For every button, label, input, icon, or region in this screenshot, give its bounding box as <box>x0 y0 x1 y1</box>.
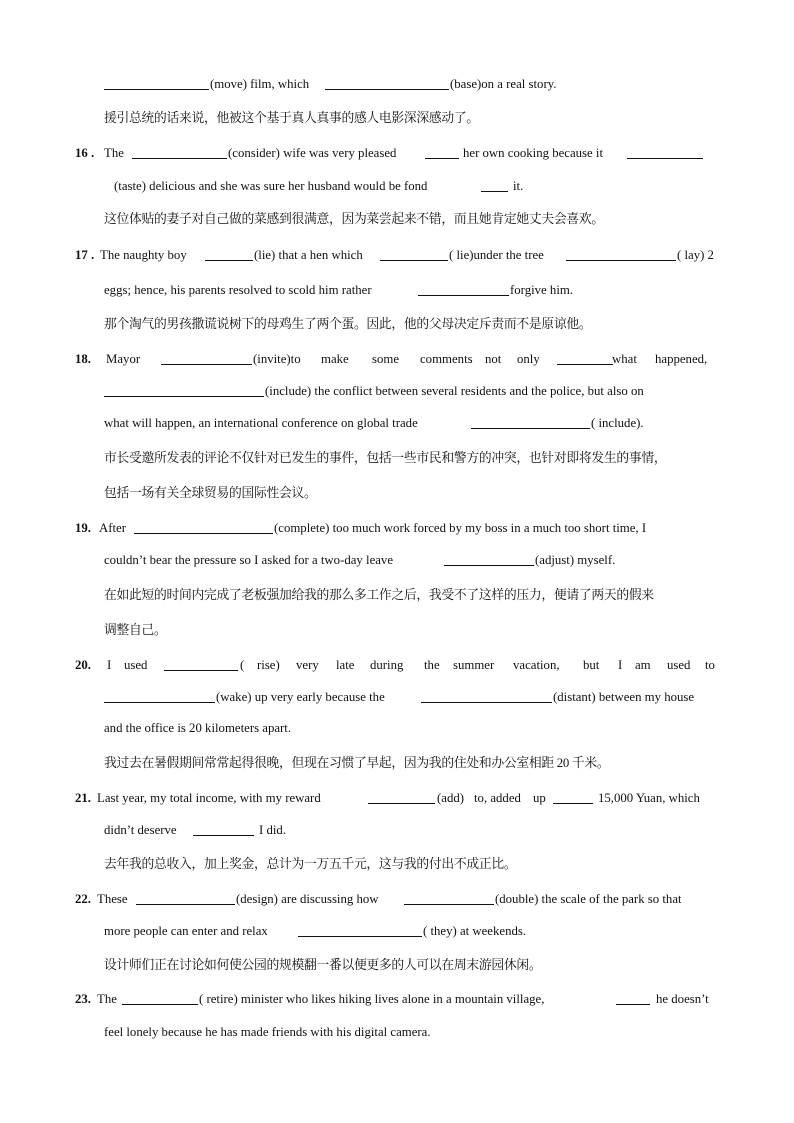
question-text: vacation, <box>513 658 560 672</box>
answer-blank[interactable] <box>122 1004 198 1005</box>
question-18-line-3 <box>0 411 794 435</box>
question-21-line-1 <box>0 786 794 810</box>
question-18-translation-2 <box>0 481 794 505</box>
question-19-line-2 <box>0 548 794 572</box>
question-text: ( lay) 2 <box>677 248 714 262</box>
question-15-translation <box>0 106 794 130</box>
answer-blank[interactable] <box>325 89 449 90</box>
answer-blank[interactable] <box>205 260 253 261</box>
question-text: what will happen, an international conference on global trade <box>104 416 418 430</box>
answer-blank[interactable] <box>298 936 422 937</box>
answer-blank[interactable] <box>164 670 238 671</box>
answer-blank[interactable] <box>104 396 264 397</box>
question-text: (design) are discussing how <box>236 892 379 906</box>
translation-text: 我过去在暑假期间常常起得很晚，但现在习惯了早起，因为我的住处和办公室相距 20 千米。 <box>104 756 610 770</box>
translation-text: 在如此短的时间内完成了老板强加给我的那么多工作之后，我受不了这样的压力，便请了两天的假来 <box>104 588 654 602</box>
question-text: very <box>296 658 319 672</box>
question-16-line-2 <box>0 174 794 198</box>
question-text: the <box>424 658 440 672</box>
question-text: ( include). <box>591 416 644 430</box>
question-text: ( they) at weekends. <box>423 924 527 938</box>
question-text: he doesn’t <box>656 992 709 1006</box>
question-19-translation-2 <box>0 618 794 642</box>
question-text: and the office is 20 kilometers apart. <box>104 721 292 735</box>
answer-blank[interactable] <box>404 904 494 905</box>
translation-text: 调整自己。 <box>104 623 167 637</box>
question-text: Mayor <box>106 352 141 366</box>
question-text: make <box>321 352 349 366</box>
question-text: I <box>618 658 623 672</box>
question-text: After <box>99 521 126 535</box>
question-text: (add) <box>437 791 464 805</box>
question-text: didn’t deserve <box>104 823 177 837</box>
answer-blank[interactable] <box>104 89 209 90</box>
question-text: (base)on a real story. <box>450 77 557 91</box>
answer-blank[interactable] <box>481 191 508 192</box>
answer-blank[interactable] <box>627 158 703 159</box>
answer-blank[interactable] <box>421 702 552 703</box>
question-text: The <box>97 992 117 1006</box>
answer-blank[interactable] <box>566 260 676 261</box>
question-text: used <box>124 658 148 672</box>
question-18-line-2 <box>0 379 794 403</box>
question-text: happened, <box>655 352 708 366</box>
question-text: Last year, my total income, with my reward <box>97 791 321 805</box>
question-17-line-1 <box>0 243 794 267</box>
question-text: ( retire) minister who likes hiking lives alone in a mountain village, <box>199 992 545 1006</box>
question-text: used <box>667 658 691 672</box>
question-19-line-1 <box>0 516 794 540</box>
question-text: (double) the scale of the park so that <box>495 892 682 906</box>
question-text: am <box>635 658 651 672</box>
question-text: comments <box>420 352 473 366</box>
question-text: to, added <box>474 791 521 805</box>
question-text: what <box>612 352 637 366</box>
question-number: 23. <box>75 992 91 1006</box>
answer-blank[interactable] <box>553 803 593 804</box>
question-text: it. <box>513 179 524 193</box>
translation-text: 那个淘气的男孩撒谎说树下的母鸡生了两个蛋。因此，他的父母决定斥责而不是原谅他。 <box>104 317 592 331</box>
question-number: 22. <box>75 892 91 906</box>
question-text: to <box>705 658 715 672</box>
question-22-line-1 <box>0 887 794 911</box>
answer-blank[interactable] <box>161 364 252 365</box>
question-number: 19. <box>75 521 91 535</box>
question-text: ( <box>240 658 245 672</box>
question-text: rise) <box>257 658 280 672</box>
question-20-line-1 <box>0 653 794 677</box>
question-text: feel lonely because he has made friends with his digital camera. <box>104 1025 431 1039</box>
question-16-translation <box>0 207 794 231</box>
answer-blank[interactable] <box>471 428 590 429</box>
answer-blank[interactable] <box>134 533 273 534</box>
question-text: some <box>372 352 400 366</box>
translation-text: 市长受邀所发表的评论不仅针对已发生的事件，包括一些市民和警方的冲突，也针对即将发生的事情， <box>104 451 667 465</box>
question-15-line-1 <box>0 72 794 96</box>
answer-blank[interactable] <box>193 835 254 836</box>
answer-blank[interactable] <box>104 702 215 703</box>
question-text: ( lie)under the tree <box>449 248 544 262</box>
question-18-line-1 <box>0 347 794 371</box>
question-text: (lie) that a hen which <box>254 248 363 262</box>
translation-text: 去年我的总收入，加上奖金，总计为一万五千元，这与我的付出不成正比。 <box>104 857 517 871</box>
question-23-line-1 <box>0 987 794 1011</box>
answer-blank[interactable] <box>136 904 235 905</box>
question-text: forgive him. <box>510 283 574 297</box>
translation-text: 包括一场有关全球贸易的国际性会议。 <box>104 486 317 500</box>
question-text: (taste) delicious and she was sure her husband would be fond <box>114 179 428 193</box>
question-text: (distant) between my house <box>553 690 695 704</box>
answer-blank[interactable] <box>616 1004 650 1005</box>
question-text: (invite)to <box>253 352 301 366</box>
question-17-line-2 <box>0 278 794 302</box>
question-text: I did. <box>259 823 287 837</box>
question-text: I <box>107 658 112 672</box>
question-19-translation-1 <box>0 583 794 607</box>
question-20-line-3 <box>0 716 794 740</box>
translation-text: 设计师们正在讨论如何使公园的规模翻一番以便更多的人可以在周末游园休闲。 <box>104 958 542 972</box>
question-20-translation <box>0 751 794 775</box>
question-text: couldn’t bear the pressure so I asked for a two-day leave <box>104 553 394 567</box>
answer-blank[interactable] <box>444 565 534 566</box>
question-22-line-2 <box>0 919 794 943</box>
question-20-line-2 <box>0 685 794 709</box>
question-text: eggs; hence, his parents resolved to scold him rather <box>104 283 372 297</box>
question-21-translation <box>0 852 794 876</box>
answer-blank[interactable] <box>132 158 227 159</box>
question-number: 21. <box>75 791 91 805</box>
question-text: her own cooking because it <box>463 146 604 160</box>
question-text: (wake) up very early because the <box>216 690 385 704</box>
question-text: up <box>533 791 546 805</box>
answer-blank[interactable] <box>425 158 459 159</box>
question-text: but <box>583 658 600 672</box>
question-text: The naughty boy <box>100 248 187 262</box>
question-text: not <box>485 352 502 366</box>
question-18-translation-1 <box>0 446 794 470</box>
question-text: more people can enter and relax <box>104 924 268 938</box>
question-text: The <box>104 146 124 160</box>
question-text: (complete) too much work forced by my boss in a much too short time, I <box>274 521 647 535</box>
question-21-line-2 <box>0 818 794 842</box>
answer-blank[interactable] <box>380 260 448 261</box>
question-text: late <box>336 658 355 672</box>
question-text: (move) film, which <box>210 77 310 91</box>
question-23-line-2 <box>0 1020 794 1044</box>
question-number: 16 . <box>75 146 95 160</box>
translation-text: 援引总统的话来说，他被这个基于真人真事的感人电影深深感动了。 <box>104 111 479 125</box>
question-22-translation <box>0 953 794 977</box>
question-number: 20. <box>75 658 91 672</box>
answer-blank[interactable] <box>418 295 509 296</box>
translation-text: 这位体贴的妻子对自己做的菜感到很满意，因为菜尝起来不错，而且她肯定她丈夫会喜欢。 <box>104 212 604 226</box>
question-text: summer <box>453 658 495 672</box>
question-number: 18. <box>75 352 91 366</box>
question-text: (consider) wife was very pleased <box>228 146 397 160</box>
question-text: (include) the conflict between several residents and the police, but also on <box>265 384 644 398</box>
question-text: during <box>370 658 404 672</box>
question-text: (adjust) myself. <box>535 553 616 567</box>
answer-blank[interactable] <box>368 803 435 804</box>
question-text: only <box>517 352 540 366</box>
question-text: 15,000 Yuan, which <box>598 791 700 805</box>
question-text: These <box>97 892 128 906</box>
question-number: 17 . <box>75 248 95 262</box>
question-16-line-1 <box>0 141 794 165</box>
question-17-translation <box>0 312 794 336</box>
answer-blank[interactable] <box>557 364 613 365</box>
